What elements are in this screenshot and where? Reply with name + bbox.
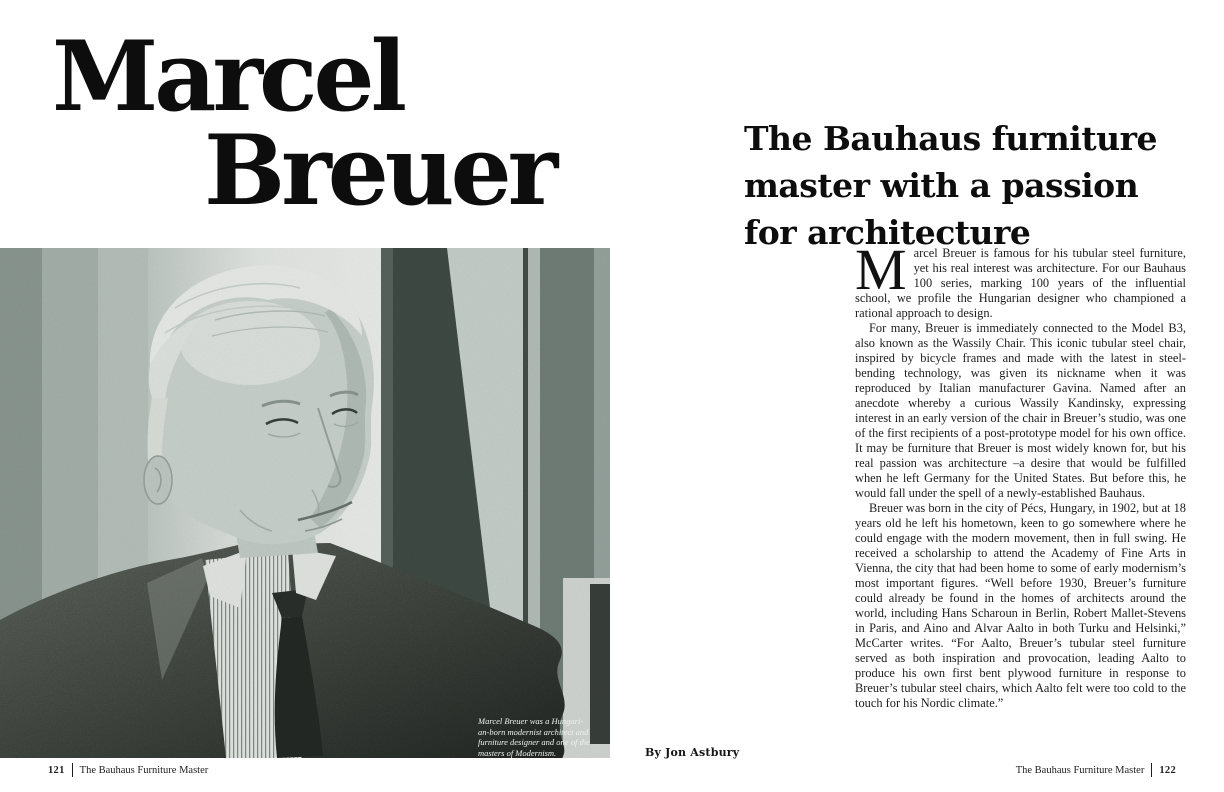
left-running-title: The Bauhaus Furniture Master	[79, 764, 209, 776]
article-paragraph-2: For many, Breuer is immediately connected to the Model B3, also known as the Wassily Chair. This iconic tubular steel chair, inspired by bicycle frames and made with the latest in steel-bending technology, was given its nickname when it was reproduced by Italian manufacturer Gavina. Named after an anecdote whereby a curious Wassily Kandinsky, expressing interest in an early version of the chair in Breuer’s studio, was one of the first recipients of a post-prototype model for his own office. It may be furniture that Breuer is most widely known for, but his real passion was architecture –a desire that would be fulfilled when he left Germany for the United States. But before this, he would fall under the spell of a newly-established Bauhaus.	[855, 321, 1186, 500]
article-title-line-1: Marcel	[52, 20, 404, 133]
left-page-folio	[48, 763, 208, 777]
right-page-number: 122	[1159, 764, 1176, 776]
article-body	[855, 237, 1186, 711]
headline	[744, 115, 1157, 256]
right-running-title: The Bauhaus Furniture Master	[1015, 764, 1145, 776]
paragraph-text: arcel Breuer is famous for his tubular steel furniture, yet his real interest was architecture. For our Bauhaus 100 series, marking 100 years of the influential school, we profile the Hungarian designer who championed a rational approach to design.	[855, 246, 1186, 320]
article-title-line-2: Breuer	[204, 114, 555, 227]
portrait-photo	[0, 248, 610, 758]
headline-line-1: The Bauhaus furniture	[744, 119, 1157, 159]
article-paragraph-1	[855, 237, 1186, 321]
photo-caption-line: Marcel Breuer was a Hungari-	[478, 716, 584, 726]
folio-divider	[1151, 763, 1152, 777]
drop-cap: M	[855, 237, 907, 302]
byline: By Jon Astbury	[645, 746, 740, 759]
portrait-photo-illustration	[0, 248, 610, 758]
folio-divider	[72, 763, 73, 777]
article-paragraph-3: Breuer was born in the city of Pécs, Hungary, in 1902, but at 18 years old he left his hometown, keen to go somewhere where he could engage with the modern movement, then in full swing. He received a scholarship to attend the Academy of Fine Arts in Vienna, the city that had been home to some of early modernism’s most important figures. “Well before 1930, Breuer’s furniture could already be found in the homes of architects around the world, including Hans Scharoun in Berlin, Robert Mallet-Stevens in Paris, and Aino and Alvar Aalto in both Turku and Helsinki,” McCarter writes. “For Aalto, Breuer’s tubular steel furniture served as both inspiration and provocation, leading Aalto to produce his own first bent plywood furniture in response to Breuer’s tubular steel chairs, which Aalto felt were too cold to the touch for his Nordic climate.”	[855, 501, 1186, 710]
photo-caption-line: an-born modernist architect and	[478, 726, 589, 737]
photo-caption-line: furniture designer and one of the	[478, 737, 590, 748]
right-page-folio	[1016, 763, 1176, 777]
headline-line-3: for architecture	[744, 213, 1031, 253]
photo-caption	[478, 716, 596, 759]
headline-line-2: master with a passion	[744, 166, 1139, 206]
left-page-number: 121	[48, 764, 65, 776]
photo-caption-line: masters of Modernism.	[478, 747, 557, 758]
